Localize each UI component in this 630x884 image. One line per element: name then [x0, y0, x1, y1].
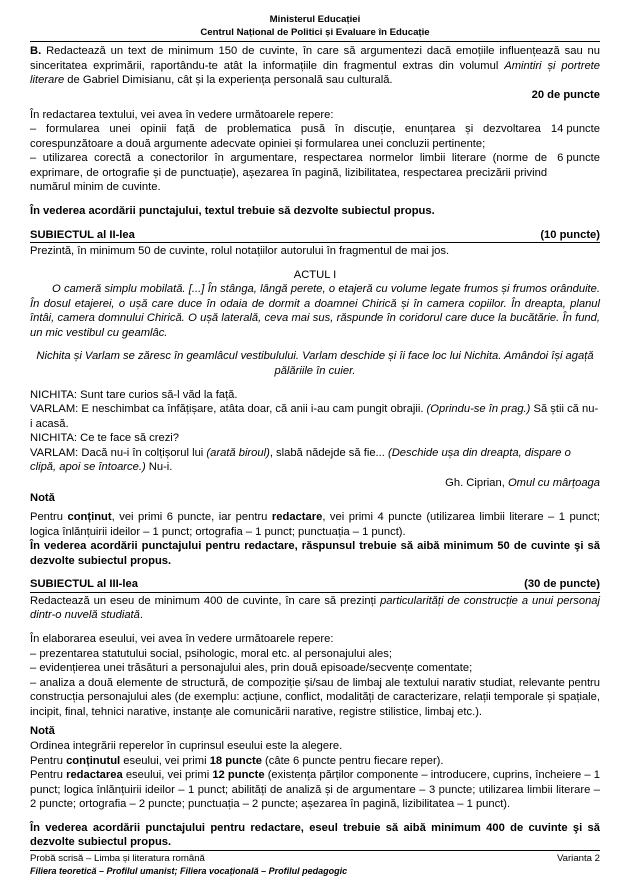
prompt-text-part2: .	[139, 609, 143, 622]
attribution-author: Gh. Ciprian,	[445, 476, 508, 489]
criterion-text: – utilizarea corectă a conectorilor în argumentare, respectarea normelor limbii literare (norme de exprimare, de ortografie și de punctuație), așezarea în pagină, lizibilitatea, respectarea precizării privind numărul minim de cuvinte.	[30, 152, 548, 194]
excerpt-attribution	[30, 476, 600, 491]
dialogue-block	[30, 388, 600, 475]
nota-points-18: 18 puncte	[209, 754, 262, 767]
speaker-name: VARLAM:	[30, 403, 79, 416]
footer-variant: Varianta 2	[556, 852, 600, 864]
subject-three-prompt	[30, 594, 600, 623]
subject-three-nota-title: Notă	[30, 725, 55, 738]
criterion-row	[30, 122, 600, 151]
stage-description: O cameră simplu mobilată. [...] În stânga, lângă perete, o etajeră cu volume legate frumos și frumos orânduite. În dosul etajerei, o ușă care duce în odaia de dormit a doamnei Chirică și în camera copiilor. În dreapta, planul întâi, camera domnului Chirică. O ușă laterală, ceva mai sus, răspunde în coridorul care duce la bucătărie. În fund, un mic vestibul cu geamlâc.	[30, 283, 600, 339]
subject-three-nota-line1: Ordinea integrării reperelor în cuprinsul eseului este la alegere.	[30, 739, 343, 752]
dialogue-stage-note: (arată biroul)	[206, 446, 270, 459]
subject-two-nota-text	[30, 510, 600, 539]
speaker-name: NICHITA:	[30, 432, 78, 445]
nota-text-a: Pentru	[30, 511, 68, 524]
subject-two-nota-bold: În vederea acordării punctajului pentru redactare, răspunsul trebuie să aibă minimum 50 de cuvinte şi să dezvolte subiectul propus.	[30, 540, 600, 567]
document-header	[30, 14, 600, 39]
nota-text-a: Pentru	[30, 754, 67, 767]
subject-one-b-prompt	[30, 44, 600, 88]
criterion-points: 6 puncte	[557, 152, 600, 165]
nota-text-e: , vei primi 4 puncte (utilizarea limbii literare – 1 punct; logica înlănțuirii ideilor – 1 punct; ortografia – 1 punct; punctuația – 1 punct).	[30, 511, 600, 538]
subject-three-points: (30 de puncte)	[524, 578, 600, 591]
criterion-points: 14 puncte	[550, 123, 600, 136]
subject-three-criterion: – prezentarea statutului social, psihologic, moral etc. al personajului ales;	[30, 647, 392, 660]
dialogue-line	[30, 446, 600, 475]
nota-text-e: (existența părților componente – introducere, cuprins, încheiere – 1 punct; logica înlănțuirii ideilor – 1 punct; abilități de analiză și de argumentare – 3 puncte; utilizarea limbii literare – 2 puncte; ortografia – 2 puncte; punctuația – 2 puncte; așezarea în pagină, lizibilitatea – 1 punct).	[30, 769, 600, 811]
dialogue-text: Sunt tare curios să-l văd la față.	[77, 388, 238, 401]
nota-text-c: eseului, vei primi	[122, 769, 213, 782]
speaker-name: NICHITA:	[30, 388, 78, 401]
subject-two-prompt: Prezintă, în minimum 50 de cuvinte, rolul notațiilor autorului în fragmentul de mai jos.	[30, 245, 450, 258]
dialogue-text: Nu-i.	[145, 461, 173, 474]
subject-one-b-points: 20 de puncte	[531, 89, 600, 101]
dialogue-text: Dacă nu-i în colțișorul lui	[78, 446, 207, 459]
stage-direction: Nichita și Varlam se zăresc în geamlâcul vestibulului. Varlam deschide și îi face loc lui Nichita. Amândoi își agață pălăriile în cuier.	[36, 350, 594, 377]
subject-three-header	[30, 577, 600, 593]
nota-text-e: (câte 6 puncte pentru fiecare reper).	[261, 754, 444, 767]
subject-three-title: SUBIECTUL al III-lea	[30, 578, 138, 591]
dialogue-stage-note: (Deschide ușa din dreapta, dispare o clipă, apoi se întoarce.)	[30, 446, 571, 474]
dialogue-line	[30, 431, 600, 446]
subject-two-title: SUBIECTUL al II-lea	[30, 228, 135, 241]
footer-profile-line: Filiera teoretică – Profilul umanist; Filiera vocațională – Profilul pedagogic	[30, 866, 348, 877]
nota-emphasis-redactarea: redactarea	[66, 769, 123, 782]
dialogue-text: E neschimbat ca înfățișare, atâta doar, că anii i-au cam pungit obrajii.	[78, 403, 427, 416]
dialogue-text: Ce te face să crezi?	[77, 432, 180, 445]
subject-one-b-block	[30, 44, 600, 218]
prompt-essay-topic: particularități de construcție a unui personaj dintr-o nuvelă studiată	[30, 594, 600, 622]
speaker-name: VARLAM:	[30, 446, 79, 459]
nota-text-c: , vei primi 6 puncte, iar pentru	[111, 511, 272, 524]
footer-main-row	[30, 853, 600, 865]
header-divider	[30, 41, 600, 42]
prompt-text-part1: Redactează un eseu de minimum 400 de cuvinte, în care să prezinți	[30, 594, 381, 607]
subject-two-points: (10 puncte)	[540, 228, 600, 241]
nota-emphasis-continutul: conținutul	[66, 754, 121, 767]
subject-one-b-closing-note: În vederea acordării punctajului, textul trebuie să dezvolte subiectul propus.	[30, 204, 435, 217]
subject-three-nota-line3	[30, 768, 600, 812]
nota-text-c: eseului, vei primi	[120, 754, 210, 767]
subject-three-nota-bold: În vederea acordării punctajului pentru redactare, eseul trebuie să aibă minimum 400 de cuvinte şi să dezvolte subiectul propus.	[30, 821, 600, 849]
nota-text-a: Pentru	[30, 769, 67, 782]
subject-three-nota-line2	[30, 754, 600, 769]
subject-three-criterion: – analiza a două elemente de structură, de compoziție și/sau de limbaj ale textului narativ studiat, relevante pentru construcția personajului ales (de exemplu: acțiune, conflict, modalități de caracterizare, relații temporale și spațiale, incipit, final, tehnici narative, instanțe ale comunicării narative, registre stilistice, limbaj etc.).	[30, 676, 600, 718]
footer-divider	[30, 850, 600, 851]
center-line: Centrul Național de Politici și Evaluare în Educație	[200, 26, 430, 38]
subject-three-criterion: – evidențierea unei trăsături a personajului ales, prin două episoade/secvențe comentate;	[30, 662, 473, 675]
subject-one-b-label: B.	[30, 45, 42, 58]
dialogue-line	[30, 402, 600, 431]
nota-points-12: 12 puncte	[212, 769, 265, 782]
nota-emphasis-continut: conținut	[67, 511, 112, 524]
dialogue-stage-note: (Oprindu-se în prag.)	[426, 403, 531, 416]
ministry-line: Ministerul Educației	[269, 14, 361, 25]
subject-two-header	[30, 228, 600, 244]
attribution-work-title: Omul cu mârțoaga	[507, 476, 600, 489]
prompt-volume-title: Amintiri și portrete literare	[30, 59, 600, 87]
nota-emphasis-redactare: redactare	[271, 511, 323, 524]
prompt-text-part1: Redactează un text de minimum 150 de cuvinte, în care să argumentezi dacă emoțiile influențează sau nu sinceritatea exprimării, raportându-te atât la informațiile din fragmentul extras din volumul	[30, 45, 600, 72]
dialogue-line	[30, 388, 600, 403]
footer-exam-label: Probă scrisă – Limba și literatura română	[30, 852, 205, 864]
criterion-row	[30, 151, 600, 195]
criterion-text: – formularea unei opinii față de problematica pusă în discuție, enunțarea și dezvoltarea corespunzătoare a două argumente adecvate opiniei și formularea unei concluzii pertinente;	[30, 123, 541, 150]
dialogue-text: Să știi că nu-i acasă.	[30, 403, 599, 430]
act-title: ACTUL I	[293, 268, 337, 281]
dialogue-text: , slabă nădejde să fie...	[269, 446, 388, 459]
subject-three-repere-intro: În elaborarea eseului, vei avea în vedere următoarele repere:	[30, 633, 334, 645]
subject-one-b-repere-intro: În redactarea textului, vei avea în vedere următoarele repere:	[30, 108, 334, 121]
page-footer	[30, 850, 600, 878]
prompt-text-part2: de Gabriel Dimisianu, cât și la experiența personală sau culturală.	[64, 74, 393, 87]
subject-two-nota-title: Notă	[30, 491, 55, 504]
